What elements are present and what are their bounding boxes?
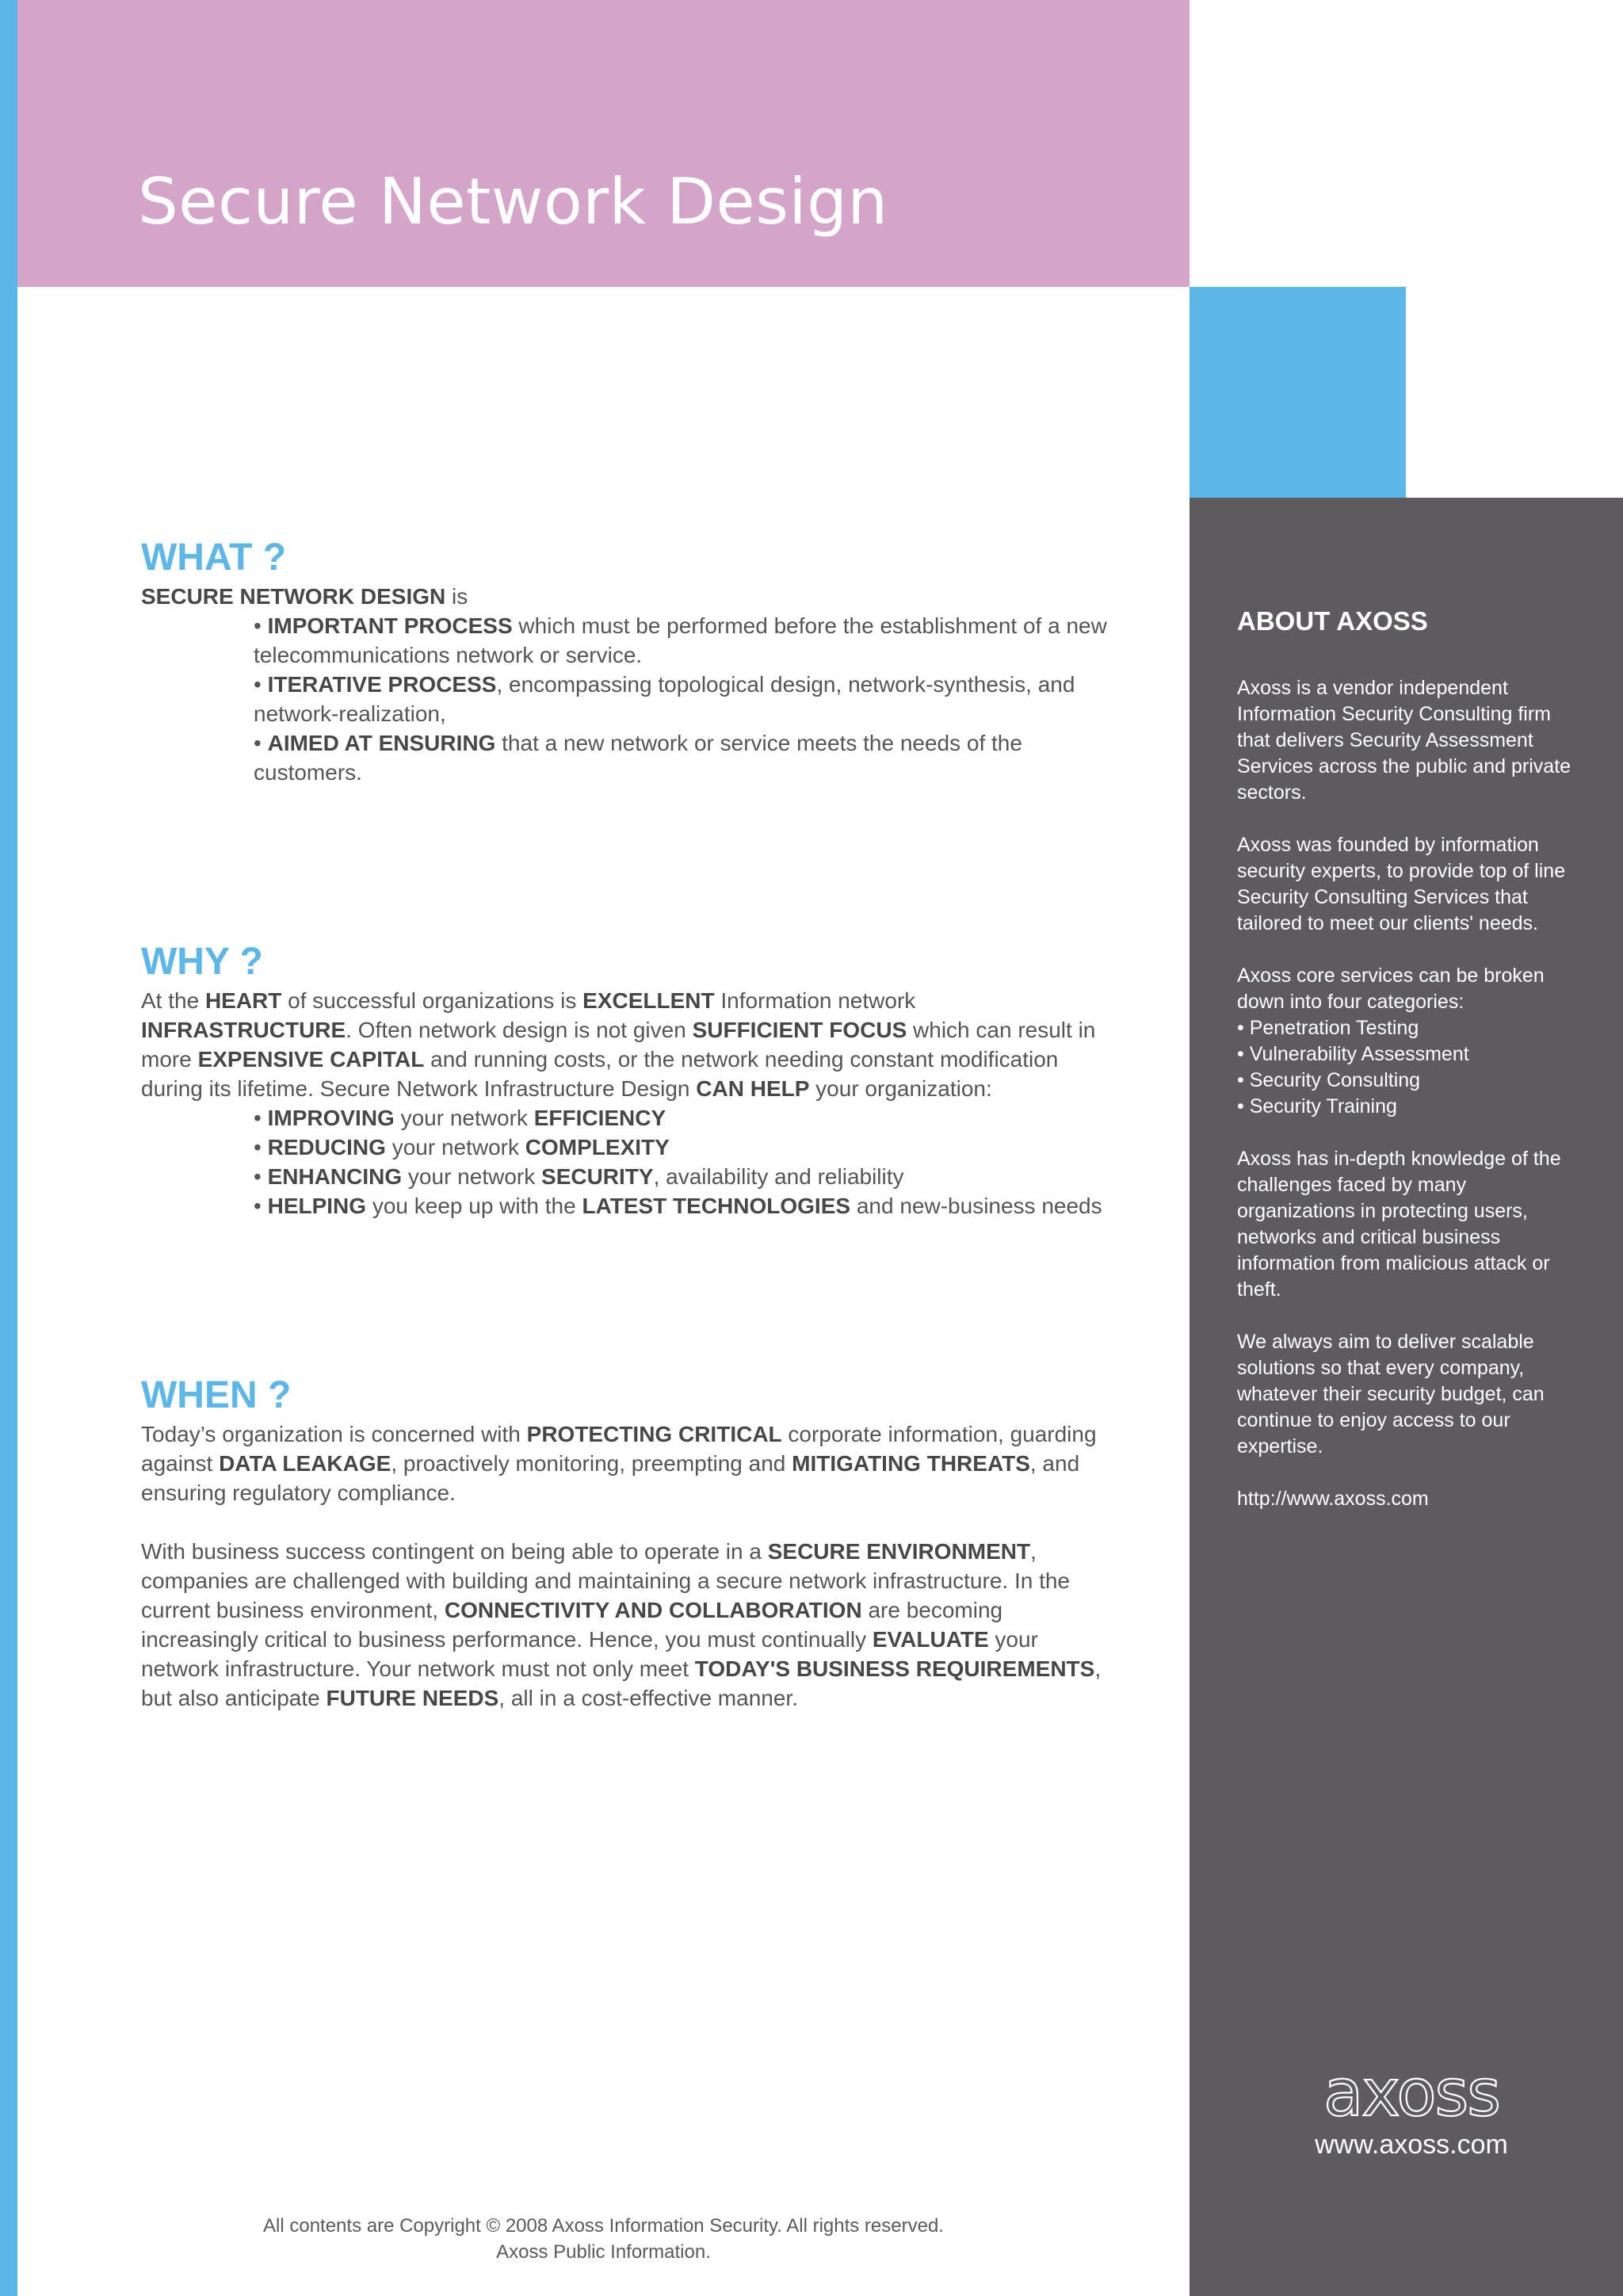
list-item: • IMPORTANT PROCESS which must be performed before the establishment of a new telecommunications network or service. bbox=[254, 611, 1116, 670]
classification-text: Axoss Public Information. bbox=[496, 2241, 711, 2263]
about-paragraph: Axoss is a vendor independent Information Security Consulting firm that delivers Security Assessment Services across the public and private sectors. bbox=[1237, 677, 1571, 804]
axoss-logo bbox=[1304, 2071, 1518, 2160]
service-item: • Security Training bbox=[1237, 1094, 1586, 1120]
what-intro: SECURE NETWORK DESIGN is bbox=[141, 584, 468, 609]
list-item: • AIMED AT ENSURING that a new network or service meets the needs of the customers. bbox=[254, 728, 1116, 787]
decorative-blue-block bbox=[1190, 287, 1406, 498]
when-paragraph-2: With business success contingent on being able to operate in a SECURE ENVIRONMENT, companies are challenged with building and maintaining a secure network infrastructure. In the current business environment, CONNECTIVITY AND COLLABORATION are becoming increasingly critical to business performance. Hence, you must continually EVALUATE your network infrastructure. Your network must not only meet TODAY'S BUSINESS REQUIREMENTS, but also anticipate FUTURE NEEDS, all in a cost-effective manner. bbox=[141, 1539, 1102, 1710]
list-item: • IMPROVING your network EFFICIENCY bbox=[254, 1103, 1116, 1133]
section-heading-when: WHEN ? bbox=[141, 1374, 292, 1416]
service-item: • Penetration Testing bbox=[1237, 1015, 1586, 1041]
section-why bbox=[141, 940, 1116, 1221]
about-title: ABOUT AXOSS bbox=[1237, 606, 1428, 636]
section-when bbox=[141, 1373, 1116, 1713]
axoss-logo-mark bbox=[1304, 2071, 1518, 2122]
list-item: • ITERATIVE PROCESS, encompassing topological design, network-synthesis, and network-realization, bbox=[254, 670, 1116, 728]
footer bbox=[17, 2213, 1190, 2265]
about-services-intro: Axoss core services can be broken down into four categories: bbox=[1237, 965, 1545, 1013]
copyright-text: All contents are Copyright © 2008 Axoss Information Security. All rights reserved. bbox=[263, 2215, 944, 2237]
section-heading-what: WHAT ? bbox=[141, 537, 287, 579]
about-paragraph: Axoss was founded by information security experts, to provide top of line Security Consulting Services that tailored to meet our clients' needs. bbox=[1237, 834, 1566, 934]
section-heading-why: WHY ? bbox=[141, 941, 263, 983]
left-accent-stripe bbox=[0, 0, 17, 2296]
header-band bbox=[17, 0, 1190, 287]
list-item: • REDUCING your network COMPLEXITY bbox=[254, 1133, 1116, 1162]
svg-text:axoss: axoss bbox=[1323, 2071, 1499, 2122]
about-paragraph: Axoss has in-depth knowledge of the challenges faced by many organizations in protecting users, networks and critical business information from malicious attack or theft. bbox=[1237, 1148, 1561, 1301]
page-title: Secure Network Design bbox=[138, 165, 888, 239]
list-item: • ENHANCING your network SECURITY, availability and reliability bbox=[254, 1162, 1116, 1191]
about-sidebar-content bbox=[1237, 606, 1586, 1538]
paragraph-gap bbox=[141, 1507, 1116, 1537]
about-paragraph: We always aim to deliver scalable solutions so that every company, whatever their security budget, can continue to enjoy access to our expertise. bbox=[1237, 1331, 1545, 1457]
when-paragraph-1: Today’s organization is concerned with PROTECTING CRITICAL corporate information, guarding against DATA LEAKAGE, proactively monitoring, preempting and MITIGATING THREATS, and ensuring regulatory compliance. bbox=[141, 1422, 1097, 1505]
website-link[interactable]: http://www.axoss.com bbox=[1237, 1488, 1429, 1510]
logo-url: www.axoss.com bbox=[1315, 2130, 1508, 2160]
about-sidebar bbox=[1190, 498, 1623, 2296]
services-list bbox=[1237, 1015, 1586, 1120]
why-bullet-list bbox=[141, 1103, 1116, 1221]
service-item: • Vulnerability Assessment bbox=[1237, 1041, 1586, 1068]
why-paragraph: At the HEART of successful organizations is EXCELLENT Information network INFRASTRUCTURE. Often network design is not given SUFFICIENT FOCUS which can result in more EXPENSIVE CAPITAL and running costs, or the network needing constant modification during its lifetime. Secure Network Infrastructure Design CAN HELP your organization: bbox=[141, 988, 1096, 1101]
service-item: • Security Consulting bbox=[1237, 1068, 1586, 1094]
section-what bbox=[141, 536, 1116, 787]
what-bullet-list bbox=[141, 611, 1116, 787]
list-item: • HELPING you keep up with the LATEST TECHNOLOGIES and new-business needs bbox=[254, 1191, 1116, 1221]
